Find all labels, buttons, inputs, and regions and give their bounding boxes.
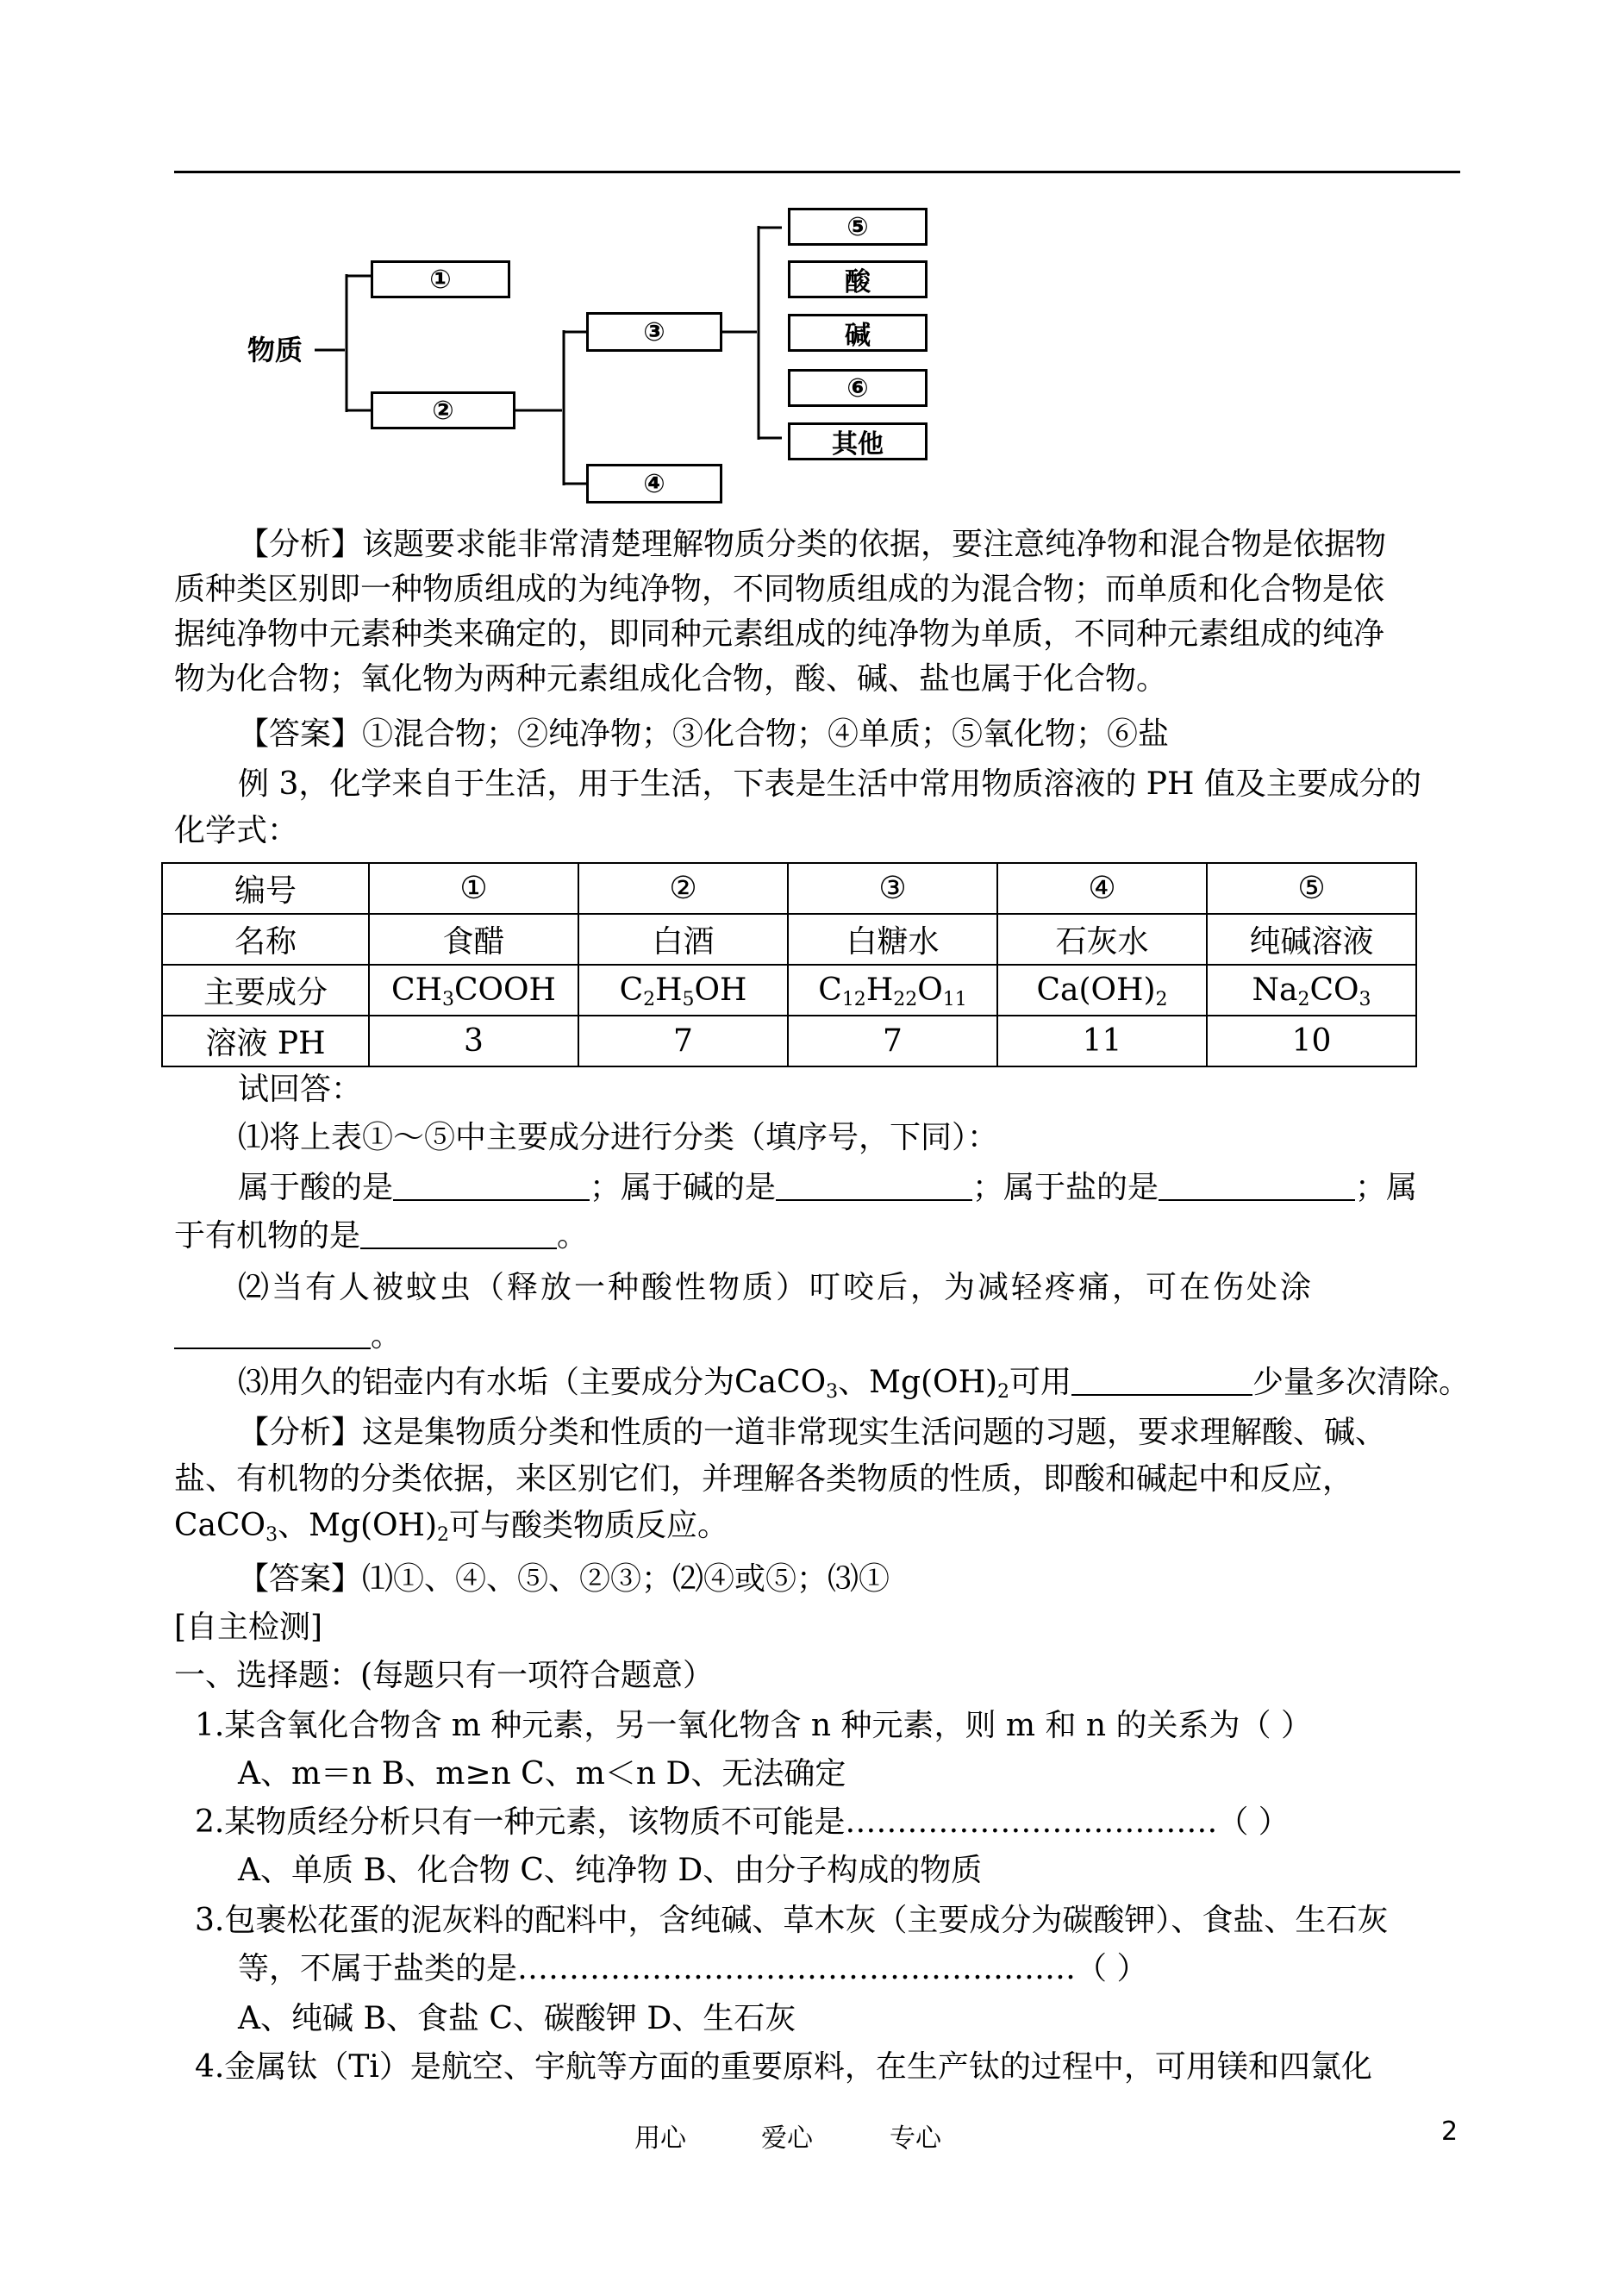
question-2-fill	[174, 1319, 402, 1354]
answer-blank[interactable]	[360, 1222, 557, 1249]
table-header-cell: 名称	[162, 914, 369, 965]
diagram-box-4: ④	[586, 464, 722, 503]
answer1: 【答案】①混合物；②纯净物；③化合物；④单质；⑤氧化物；⑥盐	[238, 716, 1170, 752]
diagram-box-5: ⑤	[788, 208, 928, 246]
formula-mgoh2: Mg(OH)	[309, 1508, 437, 1543]
question-1-organic	[174, 1219, 588, 1254]
period: 。	[371, 1318, 403, 1354]
table-cell: ③	[788, 863, 997, 914]
formula-mgoh2: Mg(OH)	[869, 1365, 998, 1400]
diagram-box-6: ⑥	[788, 369, 928, 407]
table-cell: 白酒	[578, 914, 788, 965]
table-header-cell: 主要成分	[162, 965, 369, 1016]
q1-organic-label: 于有机物的是	[174, 1218, 361, 1254]
questions-intro: 试回答：	[238, 1072, 363, 1107]
table-cell-formula: $Na_2CO_3$	[1207, 965, 1416, 1016]
separator: 、	[278, 1508, 309, 1543]
q3-text: 可用	[1009, 1365, 1072, 1400]
table-cell: ⑤	[1207, 863, 1416, 914]
q1-end: ；属	[1355, 1170, 1418, 1205]
separator: 、	[838, 1365, 870, 1400]
page-number: 2	[1441, 2117, 1458, 2147]
diagram-root-label: 物质	[247, 334, 303, 366]
table-cell: ①	[369, 863, 578, 914]
table-cell: 纯碱溶液	[1207, 914, 1416, 965]
table-cell-formula: $CH_3COOH$	[369, 965, 578, 1016]
question-1-fill	[238, 1171, 1417, 1205]
diagram-box-base: 碱	[788, 314, 928, 352]
analysis1-line4: 物为化合物；氧化物为两种元素组成化合物，酸、碱、盐也属于化合物。	[174, 661, 1168, 697]
mc-question-2-options: A、单质 B、化合物 C、纯净物 D、由分子构成的物质	[238, 1853, 983, 1888]
table-cell: 7	[578, 1016, 788, 1066]
answer-blank[interactable]	[1159, 1173, 1355, 1201]
table-cell: 食醋	[369, 914, 578, 965]
table-header-cell: 编号	[162, 863, 369, 914]
example3-line2: 化学式：	[174, 813, 299, 848]
answer-blank[interactable]	[174, 1322, 371, 1349]
table-cell: 3	[369, 1016, 578, 1066]
mc-question-3: 3.包裹松花蛋的泥灰料的配料中，含纯碱、草木灰（主要成分为碳酸钾）、食盐、生石灰	[195, 1903, 1389, 1938]
mc-question-1-options: A、m＝n B、m≥n C、m＜n D、无法确定	[238, 1756, 846, 1792]
answer-blank[interactable]	[393, 1173, 590, 1201]
diagram-box-1: ①	[371, 260, 510, 298]
formula-caco3: CaCO	[734, 1365, 827, 1400]
table-cell: 石灰水	[997, 914, 1207, 965]
q3-text: ⑶用久的铝壶内有水垢（主要成分为	[238, 1365, 735, 1400]
ph-table	[161, 862, 1417, 1067]
table-cell-formula: $Ca(OH)_2$	[997, 965, 1207, 1016]
analysis2-line2: 盐、有机物的分类依据，来区别它们，并理解各类物质的性质，即酸和碱起中和反应，	[174, 1461, 1354, 1497]
table-row	[162, 914, 1416, 965]
q3-text: 少量多次清除。	[1252, 1365, 1471, 1400]
analysis2-text: 可与酸类物质反应。	[449, 1508, 729, 1543]
mc-question-2: 2.某物质经分析只有一种元素，该物质不可能是………………………………（ ）	[195, 1804, 1290, 1840]
table-cell: ④	[997, 863, 1207, 914]
answer2: 【答案】⑴①、④、⑤、②③；⑵④或⑤；⑶①	[238, 1561, 890, 1597]
answer-blank[interactable]	[1071, 1368, 1252, 1396]
question-3: ⑶用久的铝壶内有水垢（主要成分为CaCO$_3$、$Mg(OH)_2$可用 少量多次清除。	[238, 1365, 1471, 1403]
analysis1-line2: 质种类区别即一种物质组成的为纯净物，不同物质组成的为混合物；而单质和化合物是依	[174, 572, 1385, 607]
analysis1-line3: 据纯净物中元素种类来确定的，即同种元素组成的纯净物为单质，不同种元素组成的纯净	[174, 616, 1385, 652]
mc-question-4: 4.金属钛（Ti）是航空、宇航等方面的重要原料，在生产钛的过程中，可用镁和四氯化	[195, 2049, 1372, 2085]
mc-question-3-options: A、纯碱 B、食盐 C、碳酸钾 D、生石灰	[238, 2001, 796, 2036]
table-cell: 10	[1207, 1016, 1416, 1066]
period: 。	[557, 1218, 589, 1254]
diagram-box-3: ③	[586, 312, 722, 352]
formula-caco3: CaCO	[174, 1508, 266, 1543]
footer-mid: 爱心	[761, 2123, 813, 2154]
analysis2-line3: CaCO$_3$、$Mg(OH)_2$可与酸类物质反应。	[174, 1508, 729, 1546]
table-cell-formula: $C_2H_5OH$	[578, 965, 788, 1016]
q1-salt-label: ；属于盐的是	[972, 1170, 1159, 1205]
table-row	[162, 863, 1416, 914]
analysis2-line1: 【分析】这是集物质分类和性质的一道非常现实生活问题的习题，要求理解酸、碱、	[238, 1415, 1387, 1450]
section-1-heading: 一、选择题：(每题只有一项符合题意）	[174, 1658, 715, 1693]
mc-question-1: 1.某含氧化合物含 m 种元素，另一氧化物含 n 种元素，则 m 和 n 的关系为（ ）	[195, 1708, 1312, 1743]
self-check-heading: [自主检测]	[174, 1610, 323, 1645]
q1-acid-label: 属于酸的是	[238, 1170, 394, 1205]
example3-line1: 例 3，化学来自于生活，用于生活，下表是生活中常用物质溶液的 PH 值及主要成分的	[238, 766, 1421, 802]
table-cell-formula: $C_{12}H_{22}O_{11}$	[788, 965, 997, 1016]
diagram-box-other: 其他	[788, 422, 928, 460]
footer-left: 用心	[634, 2123, 686, 2154]
table-cell: 白糖水	[788, 914, 997, 965]
table-header-cell: 溶液 PH	[162, 1016, 369, 1066]
question-2: ⑵当有人被蚊虫（释放一种酸性物质）叮咬后，为减轻疼痛，可在伤处涂	[238, 1270, 1315, 1305]
answer-blank[interactable]	[776, 1173, 972, 1201]
question-1: ⑴将上表①～⑤中主要成分进行分类（填序号，下同）：	[238, 1120, 999, 1155]
table-cell: 11	[997, 1016, 1207, 1066]
footer-right: 专心	[890, 2123, 941, 2154]
analysis1-line1: 【分析】该题要求能非常清楚理解物质分类的依据，要注意纯净物和混合物是依据物	[238, 527, 1387, 562]
diagram-box-2: ②	[371, 391, 515, 429]
table-cell: 7	[788, 1016, 997, 1066]
diagram-box-acid: 酸	[788, 260, 928, 298]
q1-base-label: ；属于碱的是	[590, 1170, 777, 1205]
table-row	[162, 1016, 1416, 1066]
mc-question-3-cont: 等，不属于盐类的是………………………………………………（ ）	[238, 1951, 1148, 1986]
table-cell: ②	[578, 863, 788, 914]
table-row	[162, 965, 1416, 1016]
